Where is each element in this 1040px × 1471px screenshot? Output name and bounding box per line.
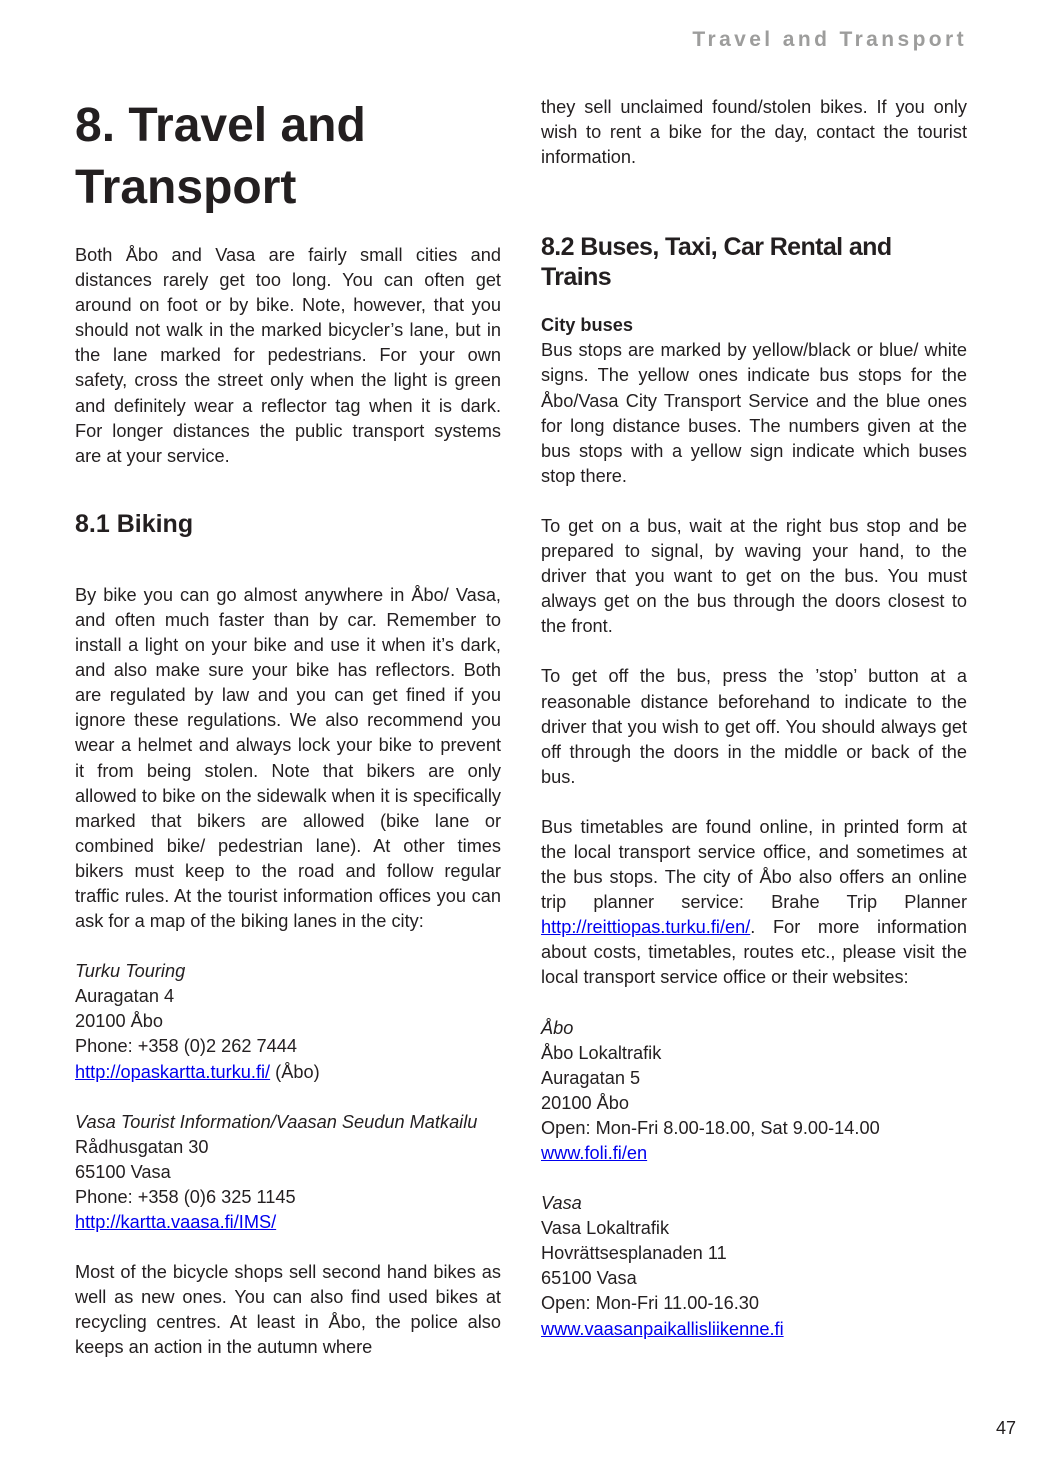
address-block-abo-lokaltrafik — [541, 1016, 967, 1167]
turku-map-link[interactable]: http://opaskartta.turku.fi/ — [75, 1061, 271, 1082]
contact-street: Rådhusgatan 30 — [75, 1136, 209, 1157]
contact-name: Turku Touring — [75, 961, 186, 982]
link-suffix: (Åbo) — [270, 1061, 320, 1082]
vaasa-transport-link[interactable]: www.vaasanpaikallisliikenne.fi — [541, 1318, 784, 1339]
contact-hours: Open: Mon-Fri 8.00-18.00, Sat 9.00-14.00 — [541, 1117, 880, 1138]
bus-stops-paragraph: Bus stops are marked by yellow/black or blue/ white signs. The yellow ones indicate bus stops for the Åbo/Vasa City Transport Service and the blue ones for long distance buses. The numbers given at the bus stops with a yellow sign indicate which buses stop there. — [541, 340, 967, 486]
biking-paragraph: By bike you can go almost anywhere in Åbo/ Vasa, and often much faster than by car. Remember to install a light on your bike and use it when it’s dark, and also make sure your bike has reflectors. Both are regulated by law and you can get fined if you ignore these regulations. We also recommend you wear a helmet and always lock your bike to prevent it from being stolen. Note that bikers are only allowed to bike on the sidewalk when it is specifically marked that bikers are allowed (bike lane or combined bike/ pedestrian lane). At other times bikers must keep to the road and follow regular traffic rules. At the tourist information offices you can ask for a map of the biking lanes in the city: — [75, 584, 501, 932]
timetables-text-before: Bus timetables are found online, in printed form at the local transport service office, and sometimes at the bus stops. The city of Åbo also offers an online trip planner service: Brahe Trip Planner — [541, 816, 967, 913]
address-block-vasa-lokaltrafik — [541, 1191, 967, 1342]
timetables-text-after: . For more information about costs, timetables, routes etc., please visit the local transport service office or their websites: — [541, 917, 967, 988]
city-name: Åbo — [541, 1017, 574, 1038]
contact-name: Åbo Lokaltrafik — [541, 1042, 662, 1063]
contact-link-line — [75, 1060, 501, 1085]
page-number: 47 — [995, 1418, 1016, 1438]
bike-shops-paragraph: Most of the bicycle shops sell second hand bikes as well as new ones. You can also find used bikes at recycling centres. At least in Åbo, the police also keeps an action in the autumn where — [75, 1262, 501, 1358]
contact-name: Vasa Lokaltrafik — [541, 1218, 670, 1239]
foli-link[interactable]: www.foli.fi/en — [541, 1143, 648, 1163]
contact-phone: Phone: +358 (0)6 325 1145 — [75, 1186, 296, 1207]
contact-postal: 20100 Åbo — [75, 1011, 163, 1032]
contact-postal: 65100 Vasa — [75, 1161, 171, 1182]
contact-postal: 20100 Åbo — [541, 1092, 629, 1113]
chapter-title: 8. Travel and Transport — [75, 99, 366, 214]
intro-paragraph: Both Åbo and Vasa are fairly small cities and distances rarely get too long. You can often get around on foot or by bike. Note, however, that you should not walk in the marked bicycler’s lane, but in the lane marked for pedestrians. For your own safety, cross the street only when the light is green and definitely wear a reflector tag when it is dark. For longer distances the public transport systems are at your service. — [75, 245, 501, 466]
contact-hours: Open: Mon-Fri 11.00-16.30 — [541, 1293, 760, 1314]
section-title-buses: 8.2 Buses, Taxi, Car Rental and Trains — [541, 233, 892, 292]
bike-shops-paragraph-continued: they sell unclaimed found/stolen bikes. If you only wish to rent a bike for the day, contact the tourist information. — [541, 97, 967, 168]
contact-street: Hovrättsesplanaden 11 — [541, 1243, 727, 1264]
right-column — [541, 95, 967, 1342]
contact-link-line — [541, 1317, 967, 1342]
vasa-map-link[interactable]: http://kartta.vaasa.fi/IMS/ — [75, 1212, 277, 1232]
left-column — [75, 95, 501, 1360]
running-header: Travel and Transport — [692, 28, 967, 51]
subhead-city-buses: City buses — [541, 315, 633, 336]
get-on-bus-paragraph: To get on a bus, wait at the right bus stop and be prepared to signal, by waving your hand, to the driver that you want to get on the bus. You must always get on the bus through the doors closest to the front. — [541, 515, 967, 637]
contact-street: Auragatan 4 — [75, 986, 175, 1007]
timetables-paragraph — [541, 815, 967, 991]
contact-name: Vasa Tourist Information/Vaasan Seudun Matkailu — [75, 1111, 478, 1132]
contact-link-line — [541, 1141, 967, 1166]
trip-planner-link[interactable]: http://reittiopas.turku.fi/en/ — [541, 917, 751, 938]
contact-postal: 65100 Vasa — [541, 1268, 637, 1289]
section-title-biking: 8.1 Biking — [75, 509, 194, 538]
contact-phone: Phone: +358 (0)2 262 7444 — [75, 1036, 297, 1057]
city-name: Vasa — [541, 1193, 582, 1214]
get-off-bus-paragraph: To get off the bus, press the ’stop’ button at a reasonable distance beforehand to indicate to the driver that you wish to get off. You should always get off through the doors in the middle or back of the bus. — [541, 666, 967, 787]
contact-street: Auragatan 5 — [541, 1067, 641, 1088]
address-block-vasa-tourist-info — [75, 1110, 501, 1235]
contact-link-line — [75, 1210, 501, 1235]
address-block-turku-touring — [75, 959, 501, 1084]
